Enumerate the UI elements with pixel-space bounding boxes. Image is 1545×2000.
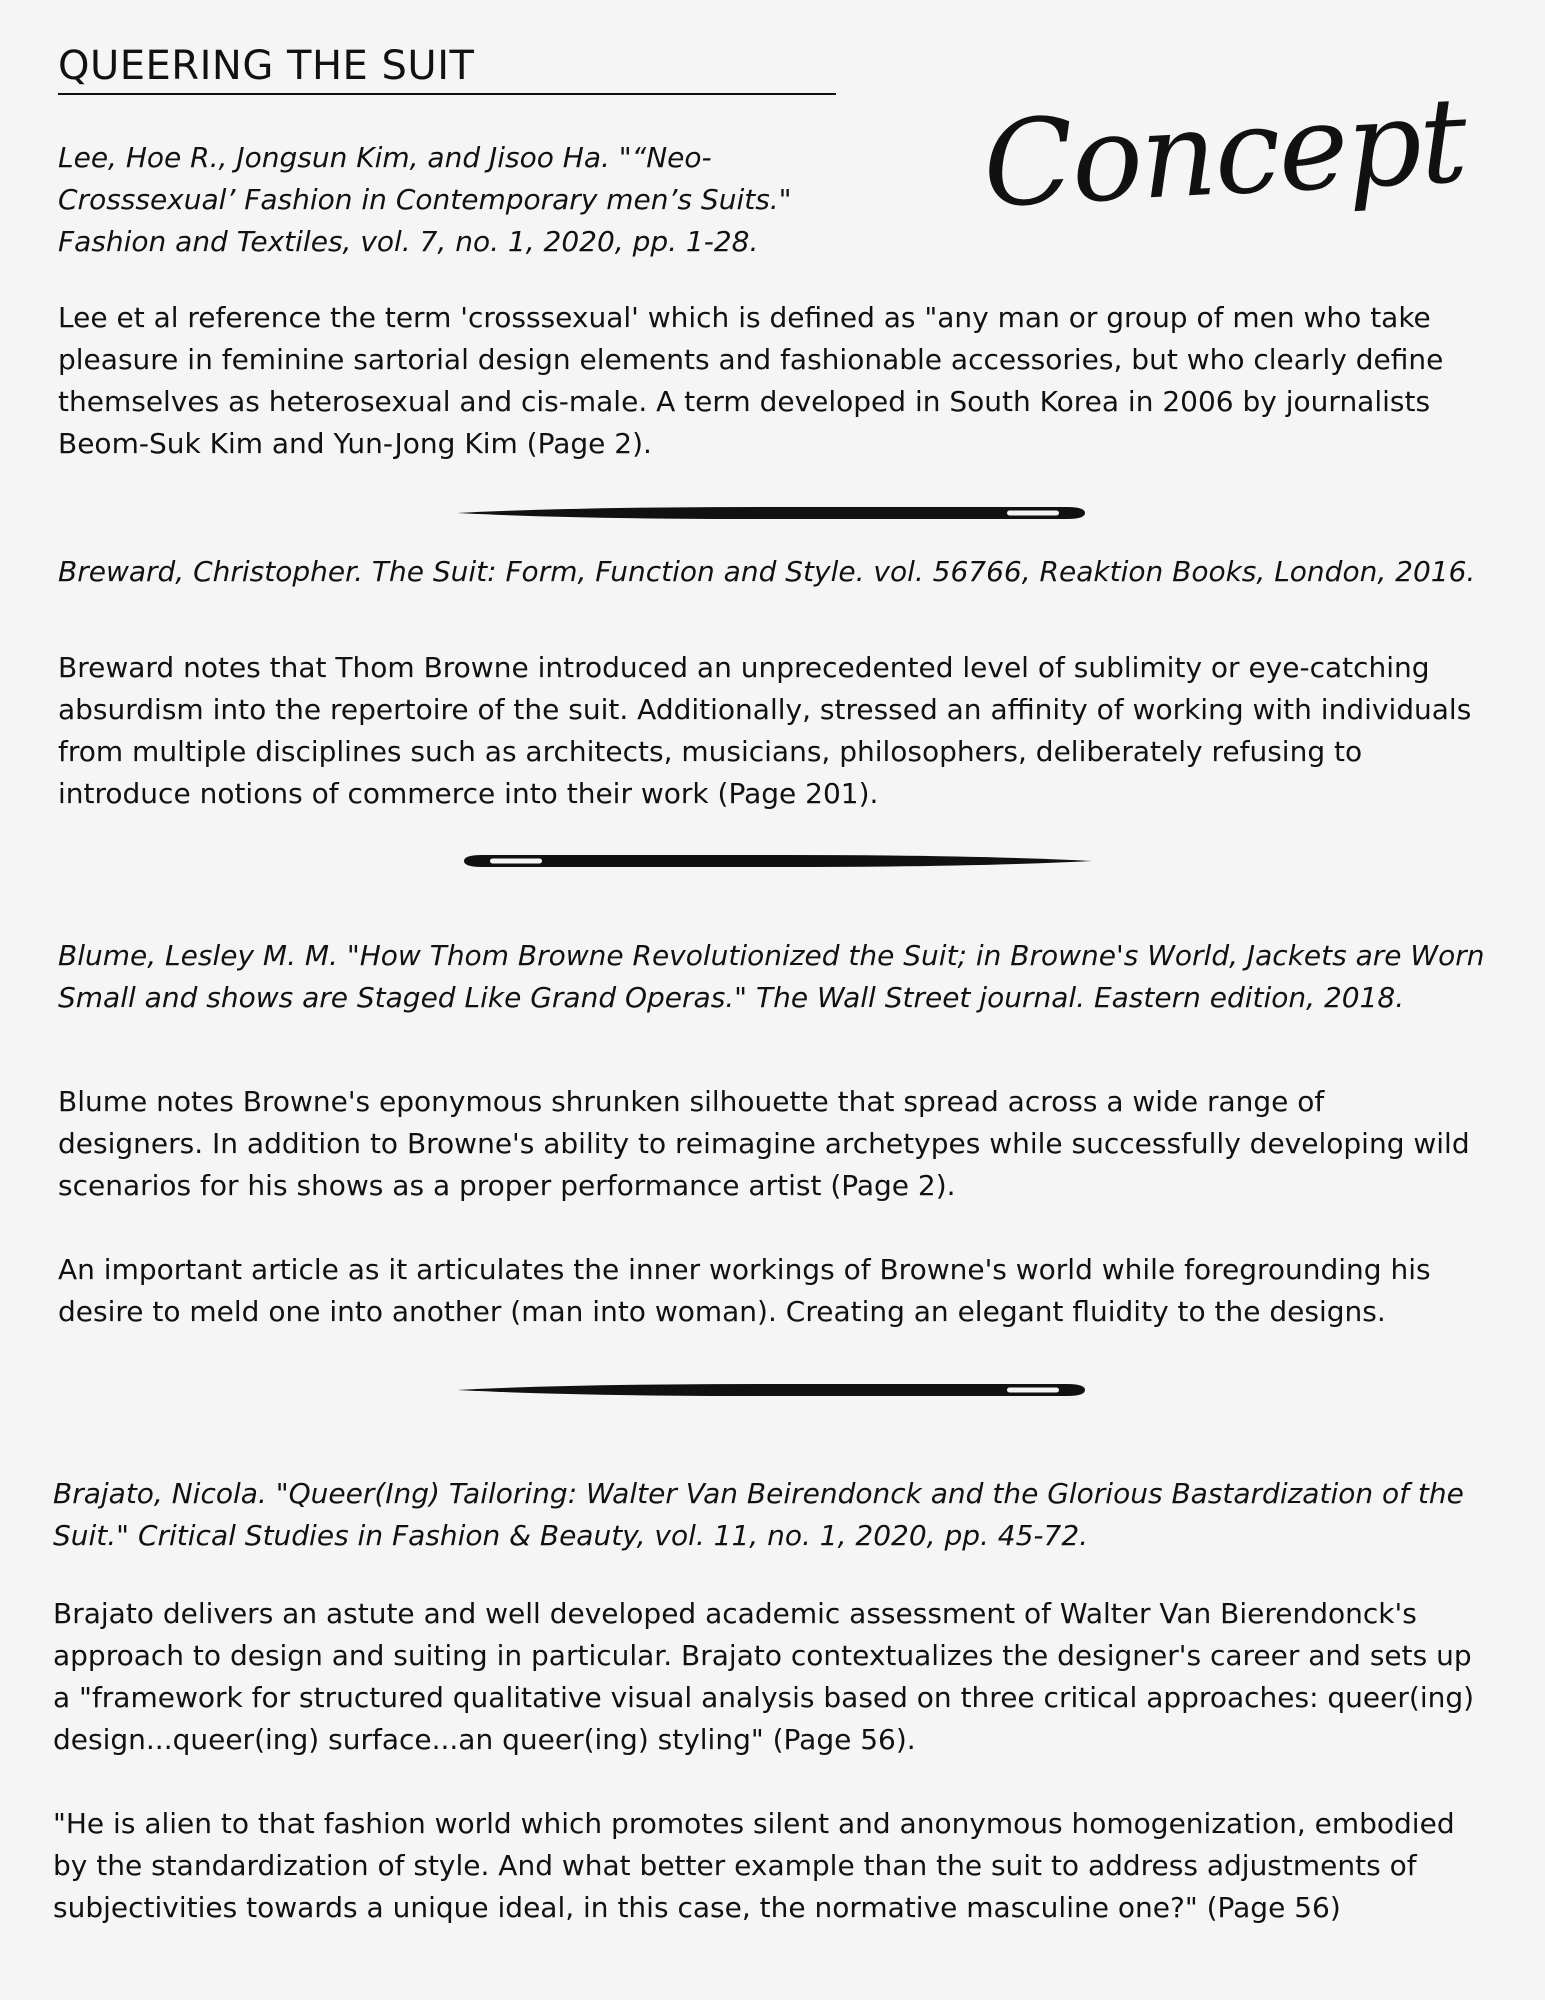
citation-blume: Blume, Lesley M. M. "How Thom Browne Revolutionized the Suit; in Browne's World, Jackets are Worn Small and shows are Staged Like Grand Operas." The Wall Street journal. Eastern edition, 2018. bbox=[58, 939, 1485, 1014]
annotation-brajato: Brajato delivers an astute and well developed academic assessment of Walter Van Bierendonck's approach to design and suiting in particular. Brajato contextualizes the designer's career and sets up a "framework for structured qualitative visual analysis based on three critical approaches: queer(ing) design...queer(ing) surface...an queer(ing) styling" (Page 56). bbox=[53, 1597, 1475, 1756]
needle-icon bbox=[455, 498, 1087, 528]
page-title: QUEERING THE SUIT bbox=[58, 43, 475, 89]
annotation-blume: Blume notes Browne's eponymous shrunken silhouette that spread across a wide range of designers. In addition to Browne's ability to reimagine archetypes while successfully developing wild scenarios for his shows as a proper performance artist (Page 2). bbox=[58, 1085, 1470, 1202]
needle-icon bbox=[455, 1375, 1087, 1405]
annotation-breward: Breward notes that Thom Browne introduced an unprecedented level of sublimity or eye-catching absurdism into the repertoire of the suit. Additionally, stressed an affinity of working with individuals from multiple disciplines such as architects, musicians, philosophers, deliberately refusing to introduce notions of commerce into their work (Page 201). bbox=[58, 651, 1472, 810]
title-underline bbox=[58, 93, 836, 95]
citation-breward: Breward, Christopher. The Suit: Form, Function and Style. vol. 56766, Reaktion Books, London, 2016. bbox=[58, 555, 1476, 588]
annotation-brajato-quote: "He is alien to that fashion world which promotes silent and anonymous homogenization, embodied by the standardization of style. And what better example than the suit to address adjustments of subjectivities towards a unique ideal, in this case, the normative masculine one?" (Page 56) bbox=[53, 1807, 1455, 1924]
needle-icon bbox=[462, 846, 1094, 876]
concept-script-heading: Concept bbox=[979, 70, 1469, 234]
citation-lee: Lee, Hoe R., Jongsun Kim, and Jisoo Ha. "“Neo-Crosssexual’ Fashion in Contemporary men’s Suits." Fashion and Textiles, vol. 7, no. 1, 2020, pp. 1-28. bbox=[58, 141, 792, 258]
annotation-blume-significance: An important article as it articulates the inner workings of Browne's world while foregrounding his desire to meld one into another (man into woman). Creating an elegant fluidity to the designs. bbox=[58, 1253, 1431, 1328]
citation-brajato: Brajato, Nicola. "Queer(Ing) Tailoring: Walter Van Beirendonck and the Glorious Bastardization of the Suit." Critical Studies in Fashion & Beauty, vol. 11, no. 1, 2020, pp. 45-72. bbox=[53, 1477, 1464, 1552]
annotation-lee: Lee et al reference the term 'crosssexual' which is defined as "any man or group of men who take pleasure in feminine sartorial design elements and fashionable accessories, but who clearly define themselves as heterosexual and cis-male. A term developed in South Korea in 2006 by journalists Beom-Suk Kim and Yun-Jong Kim (Page 2). bbox=[58, 301, 1444, 460]
